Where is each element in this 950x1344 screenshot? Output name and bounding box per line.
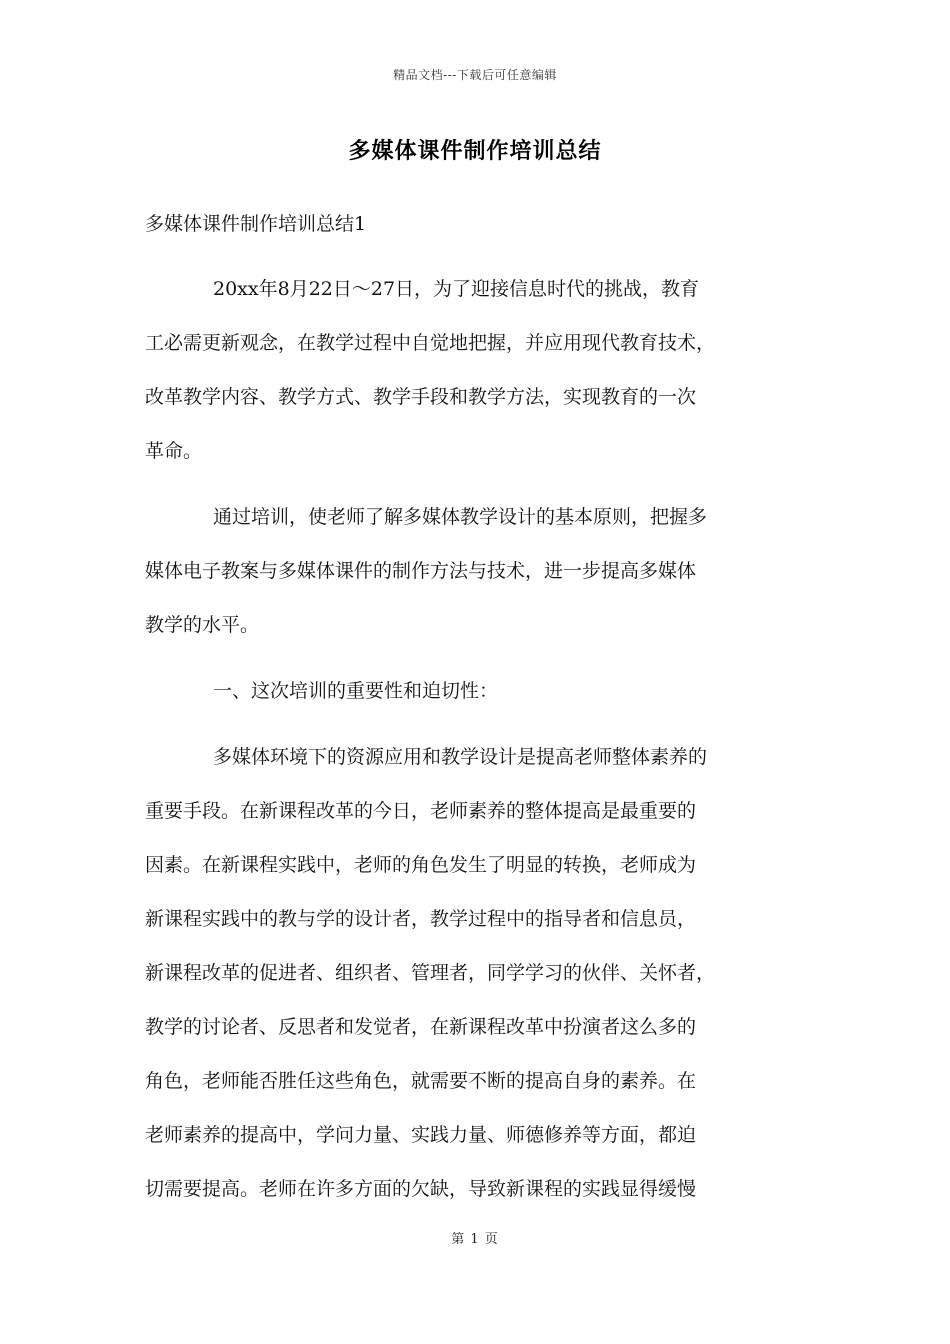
document-title: 多媒体课件制作培训总结 [348,138,602,164]
paragraph-line: 革命。 [145,440,203,462]
paragraph-line: 新课程实践中的教与学的设计者，教学过程中的指导者和信息员， [145,908,697,930]
paragraph-line: 20xx年8月22日～27日，为了迎接信息时代的挑战，教育 [213,278,700,300]
document-body [145,262,810,1216]
paragraph [145,490,810,652]
section-heading [145,664,810,718]
paragraph-line: 多媒体环境下的资源应用和教学设计是提高老师整体素养的 [213,746,708,768]
paragraph-line: 老师素养的提高中，学问力量、实践力量、师德修养等方面，都迫 [145,1124,697,1146]
paragraph-line: 通过培训，使老师了解多媒体教学设计的基本原则，把握多 [213,506,708,528]
paragraph-line: 新课程改革的促进者、组织者、管理者，同学学习的伙伴、关怀者， [145,962,716,984]
paragraph-line: 重要手段。在新课程改革的今日，老师素养的整体提高是最重要的 [145,800,697,822]
paragraph-line: 媒体电子教案与多媒体课件的制作方法与技术，进一步提高多媒体 [145,560,697,582]
paragraph-line: 因素。在新课程实践中，老师的角色发生了明显的转换，老师成为 [145,854,697,876]
paragraph-line: 切需要提高。老师在许多方面的欠缺，导致新课程的实践显得缓慢 [145,1178,697,1200]
paragraph-line: 改革教学内容、教学方式、教学手段和教学方法，实现教育的一次 [145,386,697,408]
paragraph [145,262,810,478]
paragraph-line: 教学的水平。 [145,614,260,636]
paragraph-line: 角色，老师能否胜任这些角色，就需要不断的提高自身的素养。在 [145,1070,697,1092]
page-number: 第 1 页 [451,1232,499,1247]
section-subtitle: 多媒体课件制作培训总结1 [145,213,367,235]
paragraph-line: 教学的讨论者、反思者和发觉者，在新课程改革中扮演者这么多的 [145,1016,697,1038]
section-heading-text: 一、这次培训的重要性和迫切性： [213,680,499,702]
paragraph-line: 工必需更新观念，在教学过程中自觉地把握，并应用现代教育技术， [145,332,716,354]
page-header: 精品文档---下载后可任意编辑 [393,68,557,82]
paragraph [145,730,810,1216]
